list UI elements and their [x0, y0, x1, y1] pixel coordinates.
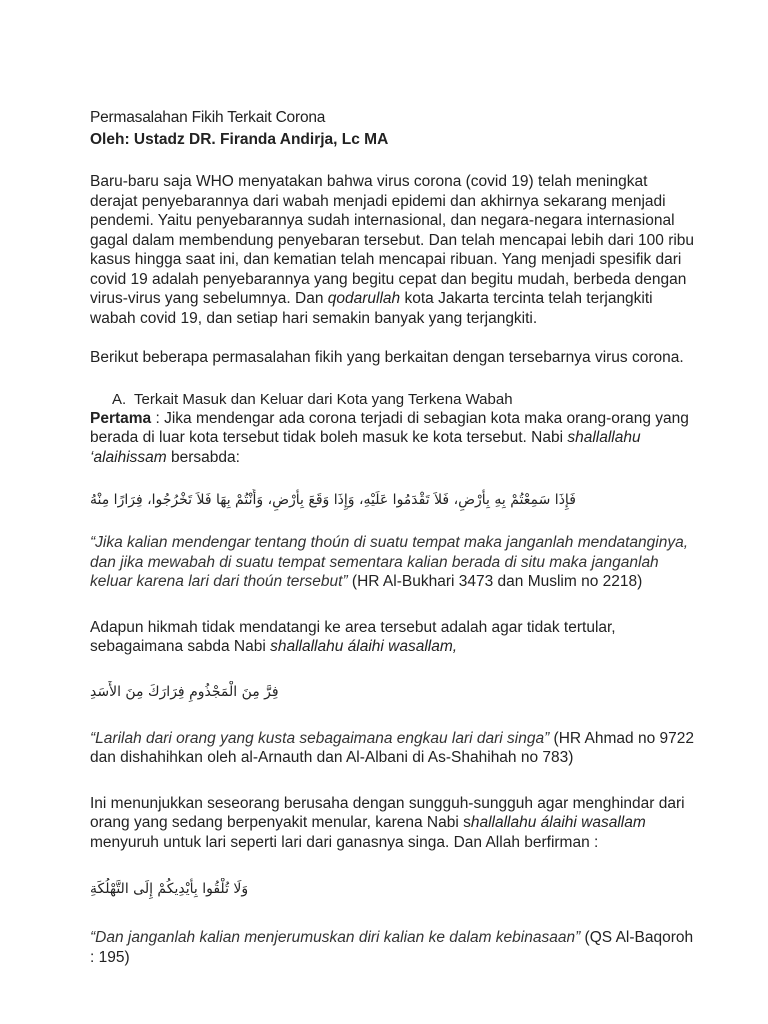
quote-3-text: “Dan janganlah kalian menjerumuskan diri kalian ke dalam kebinasaan” — [90, 929, 581, 946]
quote-2-source: (HR Ahmad no 9722 dan dishahihkan oleh al-Arnauth dan Al-Albani di As-Shahihah no 783) — [90, 729, 695, 766]
section-a-heading — [90, 390, 698, 409]
explanation-text: Ini menunjukkan seseorang berusaha dengan sungguh-sungguh agar menghindar dari orang yang sedang berpenyakit menular, karena Nabi s — [90, 794, 685, 831]
author-line: Oleh: Ustadz DR. Firanda Andirja, Lc MA — [90, 131, 389, 148]
explanation-italic: hallallahu álaihi wasallam — [470, 814, 646, 831]
pertama-text: : Jika mendengar ada corona terjadi di sebagian kota maka orang-orang yang berada di luar kota tersebut tidak boleh masuk ke kota tersebut. Nabi — [90, 409, 689, 446]
quote-3 — [90, 928, 698, 967]
quote-3-source: (QS Al-Baqoroh : 195) — [90, 929, 694, 966]
quote-1 — [90, 533, 698, 592]
arabic-hadith-2: فِرَّ مِنَ الْمَجْذُومِ فِرَارَكَ مِنَ الأَسَدِ — [90, 683, 279, 700]
arabic-hadith-1: فَإِذَا سَمِعْتُمْ بِهِ بِأَرْضٍ، فَلاَ تَقْدَمُوا عَلَيْهِ، وَإِذَا وَقَعَ بِأَرْضٍ، وَأَنْتُمْ بِهَا فَلاَ تَخْرُجُوا، فِرَارًا مِنْهُ — [90, 492, 576, 508]
pertama-paragraph — [90, 409, 698, 468]
pertama-after: bersabda: — [166, 448, 240, 466]
quote-1-text: “Jika kalian mendengar tentang thoún di suatu tempat maka janganlah mendatanginya, dan jika mewabah di suatu tempat sementara kalian berada di situ maka janganlah keluar karena lari dari thoún tersebut” — [90, 534, 689, 590]
section-a-label: Terkait Masuk dan Keluar dari Kota yang Terkena Wabah — [134, 390, 513, 408]
explanation-after: menyuruh untuk lari seperti lari dari ganasnya singa. Dan Allah berfirman : — [90, 833, 599, 851]
intro-italic: qodarullah — [327, 290, 401, 307]
intro-paragraph — [90, 172, 698, 328]
explanation-paragraph — [90, 794, 698, 853]
intro-text-end: kota Jakarta tercinta telah terjangkiti wabah covid 19, dan setiap hari semakin banyak yang terjangkiti. — [90, 290, 653, 327]
pertama-label: Pertama — [90, 409, 152, 427]
quote-2 — [90, 729, 698, 768]
section-a-marker: A. — [112, 390, 127, 408]
hikmah-text: Adapun hikmah tidak mendatangi ke area tersebut adalah agar tidak tertular, sebagaimana sabda Nabi — [90, 618, 616, 655]
issues-intro-paragraph: Berikut beberapa permasalahan fikih yang berkaitan dengan tersebarnya virus corona. — [90, 349, 684, 366]
hikmah-italic: shallallahu álaihi wasallam, — [270, 638, 458, 655]
pertama-italic: shallallahu ‘alaihissam — [90, 429, 641, 466]
document-title: Permasalahan Fikih Terkait Corona — [90, 109, 326, 126]
intro-text: Baru-baru saja WHO menyatakan bahwa virus corona (covid 19) telah meningkat derajat penyebarannya dari wabah menjadi epidemi dan akhirnya sekarang menjadi pendemi. Yaitu penyebarannya sudah internasional, dan negara-negara internasional gagal dalam membendung penyebaran tersebut. Dan telah mencapai lebih dari 100 ribu kasus hingga saat ini, dan kematian telah mencapai ribuan. Yang menjadi spesifik dari covid 19 adalah penyebarannya yang begitu cepat dan begitu mudah, berbeda dengan virus-virus yang sebelumnya. Dan — [90, 173, 695, 307]
quote-2-text: “Larilah dari orang yang kusta sebagaimana engkau lari dari singa” — [90, 729, 550, 747]
hikmah-paragraph — [90, 618, 698, 657]
quote-1-source: (HR Al-Bukhari 3473 dan Muslim no 2218) — [347, 573, 643, 590]
arabic-verse: وَلَا تُلْقُوا بِأَيْدِيكُمْ إِلَى التَّهْلُكَةِ — [90, 881, 249, 897]
